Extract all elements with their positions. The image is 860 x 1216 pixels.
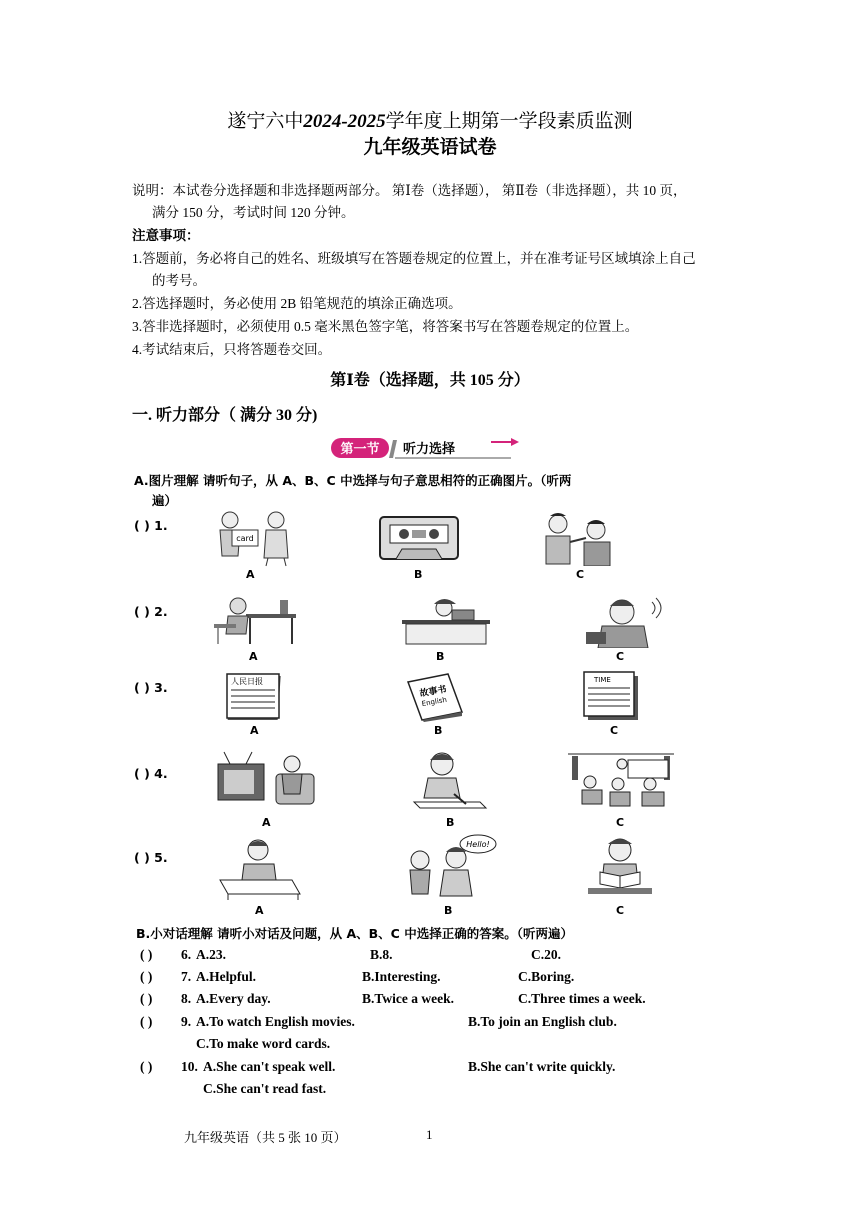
q10-number: 10. [181,1059,198,1074]
q4-picture-c-classroom[interactable] [568,750,674,812]
q3-a-text: 人民日报 [231,677,263,686]
q1-picture-c-two-boys[interactable] [540,512,620,566]
page-title [0,106,860,133]
question-5-number[interactable]: ( ) 5. [134,850,168,865]
q10-option-a[interactable]: A.She can't speak well. [203,1059,336,1074]
q3-picture-a-newspaper[interactable] [225,672,285,722]
q1-picture-a-two-kids-card[interactable] [208,508,298,568]
q5-picture-a-boy-writing[interactable] [218,838,302,900]
q8-number: 8. [181,991,192,1006]
q1-label-c: C [576,568,585,581]
q3-label-b: B [434,724,443,737]
q8-option-b[interactable]: B.Twice a week. [362,991,454,1006]
q2-label-a: A [249,650,258,663]
q5-label-c: C [616,904,625,917]
page-number: 1 [426,1127,433,1142]
q7-paren[interactable]: ( ) [140,969,153,984]
notes-item-4: 4.考试结束后，只将答题卷交回。 [132,342,332,357]
q7-number: 7. [181,969,192,984]
notes-item-2: 2.答选择题时，务必使用 2B 铅笔规范的填涂正确选项。 [132,296,462,311]
q1-label-b: B [414,568,423,581]
part-a-instruction [134,471,734,511]
q3-c-text: TIME [594,676,611,684]
q9-paren[interactable]: ( ) [140,1014,153,1029]
q8-option-a[interactable]: A.Every day. [196,991,271,1006]
q3-picture-c-magazine[interactable] [582,670,640,722]
banner-text: 听力选择 [403,442,456,457]
q2-picture-c-boy-on-phone[interactable] [582,596,668,648]
q6-option-c[interactable]: C.20. [531,947,561,962]
q4-picture-a-watching-tv[interactable] [216,750,316,810]
q8-paren[interactable]: ( ) [140,991,153,1006]
q4-label-b: B [446,816,455,829]
part-a-instruction-line-2: 遍） [152,493,178,508]
description-line-2: 满分 150 分，考试时间 120 分钟。 [152,205,355,220]
q5-label-a: A [255,904,264,917]
q7-option-c[interactable]: C.Boring. [518,969,575,984]
q6-number: 6. [181,947,192,962]
q9-option-b[interactable]: B.To join an English club. [468,1014,617,1029]
q2-picture-b-girl-with-radio[interactable] [400,598,492,646]
question-3-number[interactable]: ( ) 3. [134,680,168,695]
q2-label-b: B [436,650,445,663]
q6-option-a[interactable]: A.23. [196,947,226,962]
title-school: 遂宁六中 [227,111,304,132]
notes-item-1-line-1: 1.答题前，务必将自己的姓名、班级填写在答题卷规定的位置上，并在准考证号区域填涂上自己 [132,251,696,266]
q6-paren[interactable]: ( ) [140,947,153,962]
question-4-number[interactable]: ( ) 4. [134,766,168,781]
q5-label-b: B [444,904,453,917]
q10-paren[interactable]: ( ) [140,1059,153,1074]
q8-option-c[interactable]: C.Three times a week. [518,991,646,1006]
q9-option-a[interactable]: A.To watch English movies. [196,1014,355,1029]
q7-option-a[interactable]: A.Helpful. [196,969,257,984]
q3-label-c: C [610,724,619,737]
footer-text: 九年级英语（共 5 张 10 页） [184,1130,347,1145]
q4-picture-b-girl-writing[interactable] [410,750,488,810]
notes-item-1-line-2: 的考号。 [152,273,206,288]
q3-b-text-2: English [421,695,448,709]
section-title: 第Ⅰ卷（选择题，共 105 分） [330,372,530,389]
q1-card-text: card [236,534,254,543]
question-1-number[interactable]: ( ) 1. [134,518,168,533]
title-year: 2024-2025 [303,111,386,132]
q2-label-c: C [616,650,625,663]
description-line-1: 说明：本试卷分选择题和非选择题两部分。 第Ⅰ卷（选择题）， 第Ⅱ卷（非选择题），共 10 页， [132,183,687,198]
q5-picture-b-greeting[interactable] [400,834,500,900]
title-rest: 学年度上期第一学段素质监测 [385,111,633,132]
section-banner [331,436,531,460]
banner-slash [389,440,397,458]
q6-option-b[interactable]: B.8. [370,947,393,962]
question-2-number[interactable]: ( ) 2. [134,604,168,619]
part-title: 一. 听力部分（ 满分 30 分) [132,407,318,424]
q5-picture-c-boy-reading[interactable] [584,836,656,898]
part-a-instruction-line-1: A.图片理解 请听句子，从 A、B、C 中选择与句子意思相符的正确图片。（听两 [134,473,572,488]
q1-label-a: A [246,568,255,581]
banner-number: 第一节 [340,442,380,457]
q3-label-a: A [250,724,259,737]
q5-bubble-text: Hello! [466,840,490,849]
q1-picture-b-cassette[interactable] [378,515,460,561]
notes-heading: 注意事项： [132,228,200,243]
q4-label-c: C [616,816,625,829]
q4-label-a: A [262,816,271,829]
q9-number: 9. [181,1014,192,1029]
q10-option-b[interactable]: B.She can't write quickly. [468,1059,616,1074]
notes-item-3: 3.答非选择题时，必须使用 0.5 毫米黑色签字笔，将答案书写在答题卷规定的位置上。 [132,319,639,334]
q3-picture-b-storybook[interactable] [404,672,466,722]
q9-option-c[interactable]: C.To make word cards. [196,1036,331,1051]
part-b-instruction: B.小对话理解 请听小对话及问题，从 A、B、C 中选择正确的答案。（听两遍） [136,926,573,941]
q2-picture-a-boy-at-desk[interactable] [210,594,298,646]
arrow-icon [511,438,519,446]
q10-option-c[interactable]: C.She can't read fast. [203,1081,327,1096]
q3-b-text-1: 故事书 [418,684,448,700]
page-subtitle: 九年级英语试卷 [363,137,497,158]
q7-option-b[interactable]: B.Interesting. [362,969,441,984]
